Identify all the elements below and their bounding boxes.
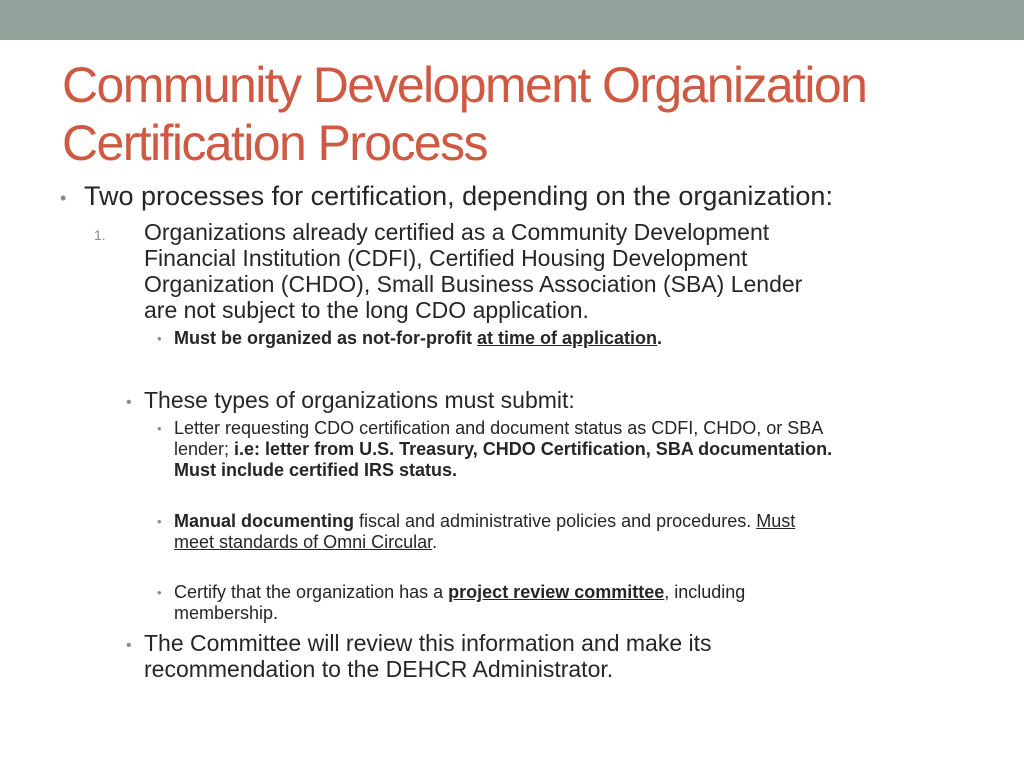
slide-title-line-2: Certification Process — [62, 115, 487, 171]
nonprofit-period: . — [657, 328, 663, 348]
certify-line-1 — [174, 582, 745, 603]
committee-line-1: The Committee will review this information and make its — [144, 630, 712, 656]
manual-period: . — [432, 532, 438, 552]
nonprofit-requirement — [174, 328, 662, 349]
bullet-icon: • — [157, 585, 162, 600]
manual-underline-2: meet standards of Omni Circular — [174, 532, 433, 552]
letter-line-3 — [174, 460, 457, 481]
letter-line-3-bold: Must include certified IRS status. — [174, 460, 458, 480]
bullet-icon: • — [157, 331, 162, 346]
bullet-icon: • — [126, 394, 132, 411]
certify-bold-underline: project review committee — [448, 582, 665, 602]
letter-line-1: Letter requesting CDO certification and document status as CDFI, CHDO, or SBA — [174, 418, 824, 438]
nonprofit-underlined-text: at time of application — [477, 328, 658, 348]
manual-text: fiscal and administrative policies and procedures. — [354, 511, 757, 531]
bullet-icon: • — [126, 637, 132, 654]
letter-line-2-bold: i.e: letter from U.S. Treasury, CHDO Certification, SBA documentation. — [234, 439, 833, 459]
manual-line-2 — [174, 532, 437, 553]
intro-text: Two processes for certification, depending on the organization: — [84, 181, 833, 211]
bullet-icon: • — [157, 514, 162, 529]
slide-title-line-1: Community Development Organization — [62, 57, 867, 113]
manual-underline-1: Must — [756, 511, 796, 531]
item1-line-3: Organization (CHDO), Small Business Association (SBA) Lender — [144, 271, 803, 297]
slide-title — [62, 56, 1002, 172]
item1-line-1: Organizations already certified as a Community Development — [144, 219, 770, 245]
item1-line-4: are not subject to the long CDO application. — [144, 297, 589, 323]
nonprofit-bold-text: Must be organized as not-for-profit — [174, 328, 477, 348]
list-number-1: 1. — [94, 227, 106, 243]
certify-text-2: , including — [664, 582, 746, 602]
certify-text: Certify that the organization has a — [174, 582, 449, 602]
manual-line-1 — [174, 511, 795, 532]
certify-line-2: membership. — [174, 603, 279, 623]
letter-line-2 — [174, 439, 832, 460]
manual-bold: Manual documenting — [174, 511, 354, 531]
item1-line-2: Financial Institution (CDFI), Certified Housing Development — [144, 245, 748, 271]
bullet-icon: • — [157, 421, 162, 436]
letter-line-2-plain: lender; — [174, 439, 235, 459]
top-accent-bar — [0, 0, 1024, 40]
bullet-icon: • — [60, 188, 67, 208]
committee-line-2: recommendation to the DEHCR Administrator. — [144, 656, 614, 682]
submit-heading: These types of organizations must submit: — [144, 387, 575, 413]
